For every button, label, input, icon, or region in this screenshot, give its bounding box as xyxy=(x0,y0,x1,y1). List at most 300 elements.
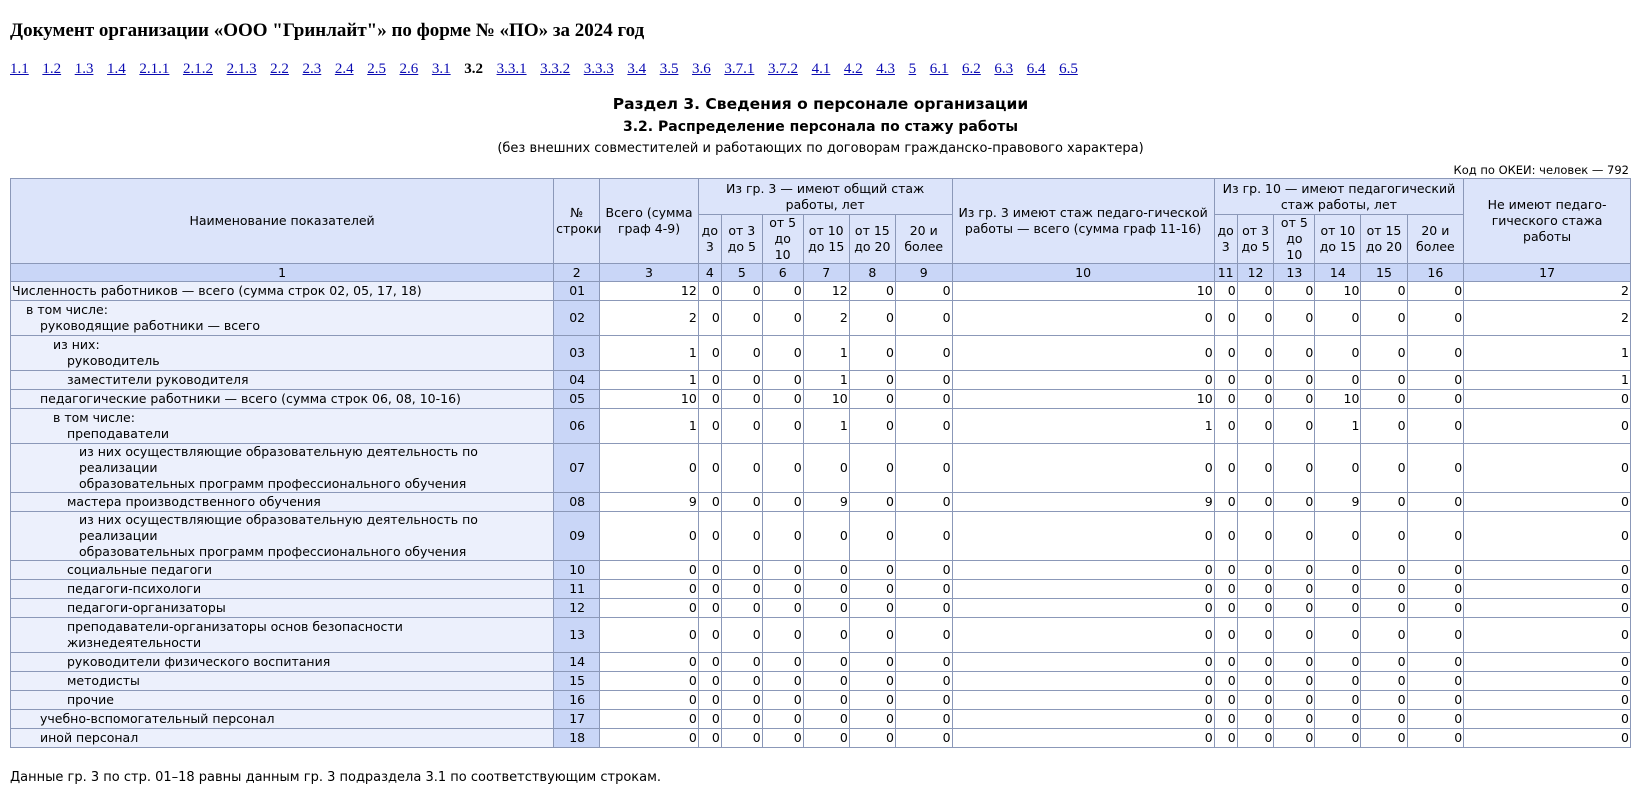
cell-value: 1 xyxy=(1315,409,1361,444)
cell-value: 0 xyxy=(1361,512,1407,561)
row-name-line: социальные педагоги xyxy=(67,562,212,577)
nav-link-3-4[interactable]: 3.4 xyxy=(627,61,647,77)
cell-value: 10 xyxy=(952,390,1214,409)
cell-value: 0 xyxy=(762,371,803,390)
cell-value: 0 xyxy=(1237,301,1274,336)
cell-value: 0 xyxy=(1315,599,1361,618)
cell-value: 0 xyxy=(849,493,895,512)
cell-value: 0 xyxy=(895,336,952,371)
cell-value: 0 xyxy=(721,512,762,561)
header-general-col-4: от 10 до 15 xyxy=(803,215,849,264)
cell-value: 0 xyxy=(721,729,762,748)
cell-value: 0 xyxy=(762,672,803,691)
cell-value: 0 xyxy=(849,561,895,580)
cell-value: 0 xyxy=(895,371,952,390)
cell-value: 0 xyxy=(803,580,849,599)
row-code: 01 xyxy=(554,282,600,301)
cell-value: 0 xyxy=(1274,336,1315,371)
cell-value: 0 xyxy=(1237,691,1274,710)
row-name-line: в том числе: xyxy=(26,302,108,317)
cell-value: 0 xyxy=(1407,301,1464,336)
nav-link-2-1-2[interactable]: 2.1.2 xyxy=(182,61,213,77)
row-name xyxy=(11,599,554,618)
nav-link-1-4[interactable]: 1.4 xyxy=(107,61,126,77)
cell-value: 0 xyxy=(1361,618,1407,653)
cell-value: 0 xyxy=(1315,653,1361,672)
cell-value: 0 xyxy=(1315,444,1361,493)
nav-link-6-5[interactable]: 6.5 xyxy=(1059,61,1078,77)
cell-value: 0 xyxy=(1407,336,1464,371)
cell-value: 0 xyxy=(762,618,803,653)
cell-value: 0 xyxy=(895,710,952,729)
cell-value: 0 xyxy=(1407,672,1464,691)
cell-value: 0 xyxy=(952,580,1214,599)
cell-value: 0 xyxy=(762,710,803,729)
nav-link-3-3-2[interactable]: 3.3.2 xyxy=(540,61,571,77)
nav-link-3-6[interactable]: 3.6 xyxy=(692,61,711,77)
cell-value: 0 xyxy=(698,653,721,672)
cell-value: 0 xyxy=(600,561,699,580)
row-name-line: из них осуществляющие образовательную деятельность по реализации xyxy=(79,512,478,543)
cell-value: 0 xyxy=(1315,336,1361,371)
cell-value: 0 xyxy=(1464,729,1631,748)
cell-value: 0 xyxy=(1361,301,1407,336)
cell-value: 0 xyxy=(600,512,699,561)
row-code: 18 xyxy=(554,729,600,748)
cell-value: 0 xyxy=(803,599,849,618)
cell-value: 0 xyxy=(803,618,849,653)
cell-value: 0 xyxy=(952,561,1214,580)
cell-value: 0 xyxy=(600,580,699,599)
cell-value: 0 xyxy=(1237,409,1274,444)
subsection-title: 3.2. Распределение персонала по стажу работы xyxy=(623,119,1018,135)
cell-value: 0 xyxy=(721,371,762,390)
cell-value: 0 xyxy=(1361,691,1407,710)
cell-value: 0 xyxy=(698,710,721,729)
row-name-line: Численность работников — всего (сумма строк 02, 05, 17, 18) xyxy=(12,283,422,298)
header-code: № строки xyxy=(554,179,600,264)
cell-value: 0 xyxy=(698,336,721,371)
nav-link-6-2[interactable]: 6.2 xyxy=(962,61,981,77)
cell-value: 0 xyxy=(849,512,895,561)
nav-link-3-3-3[interactable]: 3.3.3 xyxy=(583,61,614,77)
cell-value: 0 xyxy=(698,493,721,512)
cell-value: 0 xyxy=(721,599,762,618)
footnote: Данные гр. 3 по стр. 01–18 равны данным гр. 3 подраздела 3.1 по соответствующим строкам. xyxy=(10,770,662,785)
cell-value: 0 xyxy=(952,710,1214,729)
cell-value: 0 xyxy=(1315,561,1361,580)
cell-value: 0 xyxy=(1274,493,1315,512)
cell-value: 0 xyxy=(1214,691,1237,710)
column-number: 6 xyxy=(762,264,803,282)
nav-link-3-3-1[interactable]: 3.3.1 xyxy=(496,61,527,77)
column-number: 13 xyxy=(1274,264,1315,282)
cell-value: 0 xyxy=(849,282,895,301)
nav-link-6-1[interactable]: 6.1 xyxy=(929,61,949,77)
cell-value: 0 xyxy=(1361,390,1407,409)
cell-value: 0 xyxy=(698,580,721,599)
table-row xyxy=(11,512,1631,561)
cell-value: 0 xyxy=(1361,729,1407,748)
cell-value: 0 xyxy=(762,691,803,710)
cell-value: 10 xyxy=(803,390,849,409)
cell-value: 0 xyxy=(762,282,803,301)
cell-value: 0 xyxy=(698,672,721,691)
cell-value: 0 xyxy=(895,282,952,301)
nav-link-4-3[interactable]: 4.3 xyxy=(876,61,895,77)
cell-value: 0 xyxy=(721,444,762,493)
row-name xyxy=(11,336,554,371)
row-name-line: заместители руководителя xyxy=(67,372,249,387)
nav-link-1-1[interactable]: 1.1 xyxy=(10,61,29,77)
cell-value: 12 xyxy=(803,282,849,301)
cell-value: 0 xyxy=(600,672,699,691)
cell-value: 0 xyxy=(1464,618,1631,653)
nav-link-5[interactable]: 5 xyxy=(908,61,917,77)
cell-value: 0 xyxy=(952,512,1214,561)
cell-value: 0 xyxy=(1407,618,1464,653)
cell-value: 0 xyxy=(849,599,895,618)
cell-value: 0 xyxy=(849,371,895,390)
row-name-line: мастера производственного обучения xyxy=(67,494,321,509)
row-code: 10 xyxy=(554,561,600,580)
cell-value: 0 xyxy=(1274,561,1315,580)
cell-value: 0 xyxy=(895,672,952,691)
cell-value: 0 xyxy=(895,493,952,512)
row-code: 12 xyxy=(554,599,600,618)
cell-value: 0 xyxy=(1361,371,1407,390)
cell-value: 0 xyxy=(1274,390,1315,409)
row-code: 02 xyxy=(554,301,600,336)
cell-value: 0 xyxy=(762,512,803,561)
row-name xyxy=(11,580,554,599)
cell-value: 0 xyxy=(952,691,1214,710)
cell-value: 0 xyxy=(1237,729,1274,748)
cell-value: 9 xyxy=(600,493,699,512)
cell-value: 0 xyxy=(1214,409,1237,444)
cell-value: 0 xyxy=(849,729,895,748)
cell-value: 0 xyxy=(721,691,762,710)
row-name xyxy=(11,409,554,444)
table-row xyxy=(11,653,1631,672)
cell-value: 0 xyxy=(803,710,849,729)
cell-value: 0 xyxy=(1361,653,1407,672)
cell-value: 0 xyxy=(952,653,1214,672)
header-ped-col-2: от 3 до 5 xyxy=(1237,215,1274,264)
row-code: 13 xyxy=(554,618,600,653)
cell-value: 1 xyxy=(600,336,699,371)
row-code: 16 xyxy=(554,691,600,710)
row-code: 05 xyxy=(554,390,600,409)
cell-value: 0 xyxy=(1361,282,1407,301)
nav-link-1-3[interactable]: 1.3 xyxy=(74,61,94,77)
cell-value: 0 xyxy=(895,561,952,580)
cell-value: 0 xyxy=(1274,599,1315,618)
cell-value: 0 xyxy=(762,336,803,371)
nav-link-4-1[interactable]: 4.1 xyxy=(811,61,831,77)
cell-value: 0 xyxy=(1214,672,1237,691)
cell-value: 0 xyxy=(1237,444,1274,493)
row-name-line: преподаватели xyxy=(67,426,170,441)
cell-value: 0 xyxy=(721,653,762,672)
cell-value: 0 xyxy=(1361,493,1407,512)
cell-value: 0 xyxy=(895,390,952,409)
cell-value: 0 xyxy=(1464,493,1631,512)
nav-link-6-3[interactable]: 6.3 xyxy=(994,61,1014,77)
cell-value: 0 xyxy=(721,282,762,301)
table-row xyxy=(11,580,1631,599)
cell-value: 0 xyxy=(895,729,952,748)
cell-value: 1 xyxy=(803,336,849,371)
cell-value: 0 xyxy=(849,672,895,691)
cell-value: 0 xyxy=(849,653,895,672)
table-row xyxy=(11,561,1631,580)
cell-value: 0 xyxy=(721,618,762,653)
cell-value: 0 xyxy=(698,409,721,444)
cell-value: 0 xyxy=(698,691,721,710)
cell-value: 0 xyxy=(1237,580,1274,599)
cell-value: 0 xyxy=(1361,672,1407,691)
row-code: 04 xyxy=(554,371,600,390)
cell-value: 0 xyxy=(1214,493,1237,512)
nav-link-4-2[interactable]: 4.2 xyxy=(843,61,863,77)
cell-value: 0 xyxy=(803,691,849,710)
nav-link-3-7-1[interactable]: 3.7.1 xyxy=(724,61,755,77)
cell-value: 0 xyxy=(1315,710,1361,729)
row-name xyxy=(11,561,554,580)
cell-value: 0 xyxy=(600,444,699,493)
cell-value: 0 xyxy=(1274,371,1315,390)
cell-value: 0 xyxy=(849,409,895,444)
cell-value: 0 xyxy=(600,729,699,748)
cell-value: 0 xyxy=(698,282,721,301)
nav-link-3-7-2[interactable]: 3.7.2 xyxy=(767,61,798,77)
table-row xyxy=(11,301,1631,336)
nav-link-2-1-1[interactable]: 2.1.1 xyxy=(139,61,170,77)
cell-value: 0 xyxy=(1274,653,1315,672)
nav-link-2-3[interactable]: 2.3 xyxy=(302,61,322,77)
nav-link-3-5[interactable]: 3.5 xyxy=(659,61,679,77)
cell-value: 0 xyxy=(600,653,699,672)
row-name-line: образовательных программ профессионального обучения xyxy=(79,544,467,559)
header-ped-col-3: от 5 до 10 xyxy=(1274,215,1315,264)
row-name-line: методисты xyxy=(67,673,140,688)
cell-value: 0 xyxy=(952,729,1214,748)
row-name xyxy=(11,672,554,691)
cell-value: 0 xyxy=(1315,672,1361,691)
cell-value: 0 xyxy=(1407,653,1464,672)
cell-value: 0 xyxy=(1214,729,1237,748)
cell-value: 0 xyxy=(895,512,952,561)
row-name-line: образовательных программ профессионального обучения xyxy=(79,476,467,491)
table-row xyxy=(11,710,1631,729)
header-general-col-5: от 15 до 20 xyxy=(849,215,895,264)
cell-value: 0 xyxy=(1214,371,1237,390)
cell-value: 10 xyxy=(952,282,1214,301)
section-title: Раздел 3. Сведения о персонале организации xyxy=(612,95,1029,113)
row-name-line: прочие xyxy=(67,692,114,707)
header-general-col-2: от 3 до 5 xyxy=(721,215,762,264)
nav-link-2-5[interactable]: 2.5 xyxy=(367,61,386,77)
cell-value: 0 xyxy=(698,561,721,580)
row-name xyxy=(11,729,554,748)
cell-value: 0 xyxy=(762,653,803,672)
nav-link-2-2[interactable]: 2.2 xyxy=(270,61,289,77)
cell-value: 0 xyxy=(1361,409,1407,444)
cell-value: 0 xyxy=(698,618,721,653)
nav-link-1-2[interactable]: 1.2 xyxy=(42,61,62,77)
row-code: 06 xyxy=(554,409,600,444)
cell-value: 0 xyxy=(849,710,895,729)
cell-value: 0 xyxy=(1214,301,1237,336)
cell-value: 0 xyxy=(1237,710,1274,729)
cell-value: 0 xyxy=(1214,444,1237,493)
cell-value: 0 xyxy=(1315,512,1361,561)
cell-value: 0 xyxy=(721,390,762,409)
cell-value: 0 xyxy=(849,444,895,493)
nav-current-section: 3.2 xyxy=(464,61,483,77)
cell-value: 0 xyxy=(1315,371,1361,390)
nav-link-2-4[interactable]: 2.4 xyxy=(334,61,354,77)
row-code: 08 xyxy=(554,493,600,512)
cell-value: 0 xyxy=(1237,512,1274,561)
okei-code: Код по ОКЕИ: человек — 792 xyxy=(1453,163,1629,177)
cell-value: 0 xyxy=(721,336,762,371)
cell-value: 0 xyxy=(1315,580,1361,599)
cell-value: 0 xyxy=(698,371,721,390)
cell-value: 0 xyxy=(1464,691,1631,710)
cell-value: 0 xyxy=(1274,580,1315,599)
table-row xyxy=(11,444,1631,493)
row-name xyxy=(11,301,554,336)
row-code: 03 xyxy=(554,336,600,371)
row-name-line: руководящие работники — всего xyxy=(40,318,261,333)
row-name xyxy=(11,390,554,409)
cell-value: 0 xyxy=(1464,444,1631,493)
cell-value: 0 xyxy=(762,561,803,580)
cell-value: 0 xyxy=(1361,580,1407,599)
cell-value: 10 xyxy=(600,390,699,409)
cell-value: 0 xyxy=(1407,444,1464,493)
cell-value: 9 xyxy=(952,493,1214,512)
cell-value: 0 xyxy=(1237,653,1274,672)
table-row xyxy=(11,691,1631,710)
header-ped-col-4: от 10 до 15 xyxy=(1315,215,1361,264)
nav-link-2-1-3[interactable]: 2.1.3 xyxy=(226,61,257,77)
nav-link-6-4[interactable]: 6.4 xyxy=(1026,61,1046,77)
cell-value: 1 xyxy=(600,371,699,390)
column-number: 15 xyxy=(1361,264,1407,282)
row-name-line: в том числе: xyxy=(53,410,135,425)
nav-link-2-6[interactable]: 2.6 xyxy=(399,61,419,77)
table-row xyxy=(11,371,1631,390)
cell-value: 0 xyxy=(1274,729,1315,748)
cell-value: 12 xyxy=(600,282,699,301)
cell-value: 0 xyxy=(721,561,762,580)
cell-value: 0 xyxy=(1407,729,1464,748)
row-name xyxy=(11,710,554,729)
row-code: 09 xyxy=(554,512,600,561)
cell-value: 0 xyxy=(1274,409,1315,444)
cell-value: 0 xyxy=(849,691,895,710)
cell-value: 0 xyxy=(762,409,803,444)
cell-value: 0 xyxy=(1237,282,1274,301)
table-row xyxy=(11,618,1631,653)
cell-value: 0 xyxy=(1214,618,1237,653)
cell-value: 0 xyxy=(849,301,895,336)
cell-value: 0 xyxy=(1274,282,1315,301)
cell-value: 0 xyxy=(762,493,803,512)
cell-value: 0 xyxy=(1464,672,1631,691)
cell-value: 0 xyxy=(1274,512,1315,561)
header-name: Наименование показателей xyxy=(11,179,554,264)
cell-value: 0 xyxy=(762,301,803,336)
cell-value: 0 xyxy=(1315,301,1361,336)
cell-value: 0 xyxy=(1315,691,1361,710)
cell-value: 0 xyxy=(1274,672,1315,691)
table-row xyxy=(11,599,1631,618)
cell-value: 0 xyxy=(1407,691,1464,710)
column-number: 7 xyxy=(803,264,849,282)
cell-value: 0 xyxy=(1464,599,1631,618)
cell-value: 0 xyxy=(952,672,1214,691)
cell-value: 0 xyxy=(952,444,1214,493)
cell-value: 0 xyxy=(803,512,849,561)
column-number: 5 xyxy=(721,264,762,282)
cell-value: 0 xyxy=(762,580,803,599)
table-row xyxy=(11,390,1631,409)
table-row xyxy=(11,336,1631,371)
cell-value: 0 xyxy=(1407,512,1464,561)
cell-value: 0 xyxy=(895,691,952,710)
cell-value: 0 xyxy=(1237,599,1274,618)
cell-value: 10 xyxy=(1315,282,1361,301)
row-name xyxy=(11,282,554,301)
cell-value: 0 xyxy=(1407,371,1464,390)
cell-value: 0 xyxy=(1464,561,1631,580)
cell-value: 0 xyxy=(1237,561,1274,580)
cell-value: 0 xyxy=(952,301,1214,336)
cell-value: 0 xyxy=(895,653,952,672)
cell-value: 10 xyxy=(1315,390,1361,409)
cell-value: 0 xyxy=(698,729,721,748)
column-number: 17 xyxy=(1464,264,1631,282)
cell-value: 0 xyxy=(803,561,849,580)
table-row xyxy=(11,282,1631,301)
cell-value: 0 xyxy=(762,444,803,493)
row-name xyxy=(11,371,554,390)
header-group-general: Из гр. 3 — имеют общий стаж работы, лет xyxy=(698,179,952,215)
row-name xyxy=(11,444,554,493)
row-name-line: учебно-вспомогательный персонал xyxy=(40,711,275,726)
row-name-line: из них: xyxy=(53,337,100,352)
cell-value: 0 xyxy=(1464,653,1631,672)
cell-value: 0 xyxy=(803,653,849,672)
header-ped-col-1: до 3 xyxy=(1214,215,1237,264)
staff-experience-table xyxy=(10,178,1631,748)
cell-value: 0 xyxy=(1464,710,1631,729)
cell-value: 0 xyxy=(1361,599,1407,618)
cell-value: 0 xyxy=(952,599,1214,618)
cell-value: 0 xyxy=(1214,390,1237,409)
cell-value: 0 xyxy=(849,618,895,653)
cell-value: 0 xyxy=(895,444,952,493)
nav-link-3-1[interactable]: 3.1 xyxy=(431,61,451,77)
cell-value: 0 xyxy=(849,390,895,409)
cell-value: 0 xyxy=(1361,336,1407,371)
row-code: 17 xyxy=(554,710,600,729)
cell-value: 0 xyxy=(721,409,762,444)
